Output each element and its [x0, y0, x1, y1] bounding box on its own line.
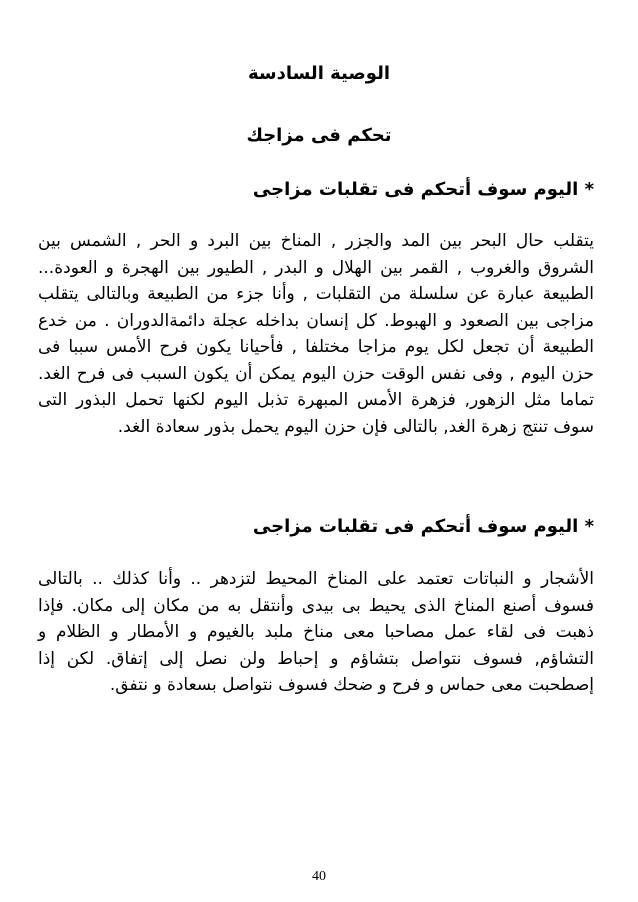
page-title: الوصية السادسة [248, 63, 390, 84]
page-subtitle: تحكم فى مزاجك [246, 125, 392, 146]
page-number: 40 [312, 869, 326, 884]
section-paragraph: يتقلب حال البحر بين المد والجزر , المناخ بين البرد و الحر , الشمس بين الشروق والغروب , القمر بين الهلال و البدر , الطيور بين الهجرة و العودة... الطبيعة عبارة عن سلسلة من التقلبات , وأنا جزء من الطبيعة وبالتالى يتقلب مزاجى بين الصعود و الهبوط. كل إنسان بداخله عجلة دائمةالدوران . من خدع الطبيعة أن تجعل لكل يوم مزاجا مختلفا , فأحيانا يكون فرح الأمس سببا فى حزن اليوم , وفى نفس الوقت حزن اليوم يمكن أن يكون السبب فى فرح الغد. تماما مثل الزهور, فزهرة الأمس المبهرة تذبل اليوم لكنها تحمل البذور التى سوف تنتج زهرة الغد, بالتالى فإن حزن اليوم يحمل بذور سعادة الغد. [38, 231, 594, 437]
section-paragraph: الأشجار و النباتات تعتمد على المناخ المحيط لتزدهر .. وأنا كذلك .. بالتالى فسوف أصنع المناخ الذى يحيط بى بيدى وأنتقل به من مكان إلى مكان. فإذا ذهبت فى لقاء عمل مصاحبا معى مناخ ملبد بالغيوم و الأمطار و الظلام و التشاؤم, فسوف نتواصل بتشاؤم و إحباط ولن نصل إلى إتفاق. لكن إذا إصطحبت معى حماس و فرح و ضحك فسوف نتواصل بسعادة و نتفق. [38, 569, 594, 695]
section-heading: * اليوم سوف أتحكم فى تقلبات مزاجى [252, 516, 594, 537]
section-heading: * اليوم سوف أتحكم فى تقلبات مزاجى [252, 179, 594, 200]
